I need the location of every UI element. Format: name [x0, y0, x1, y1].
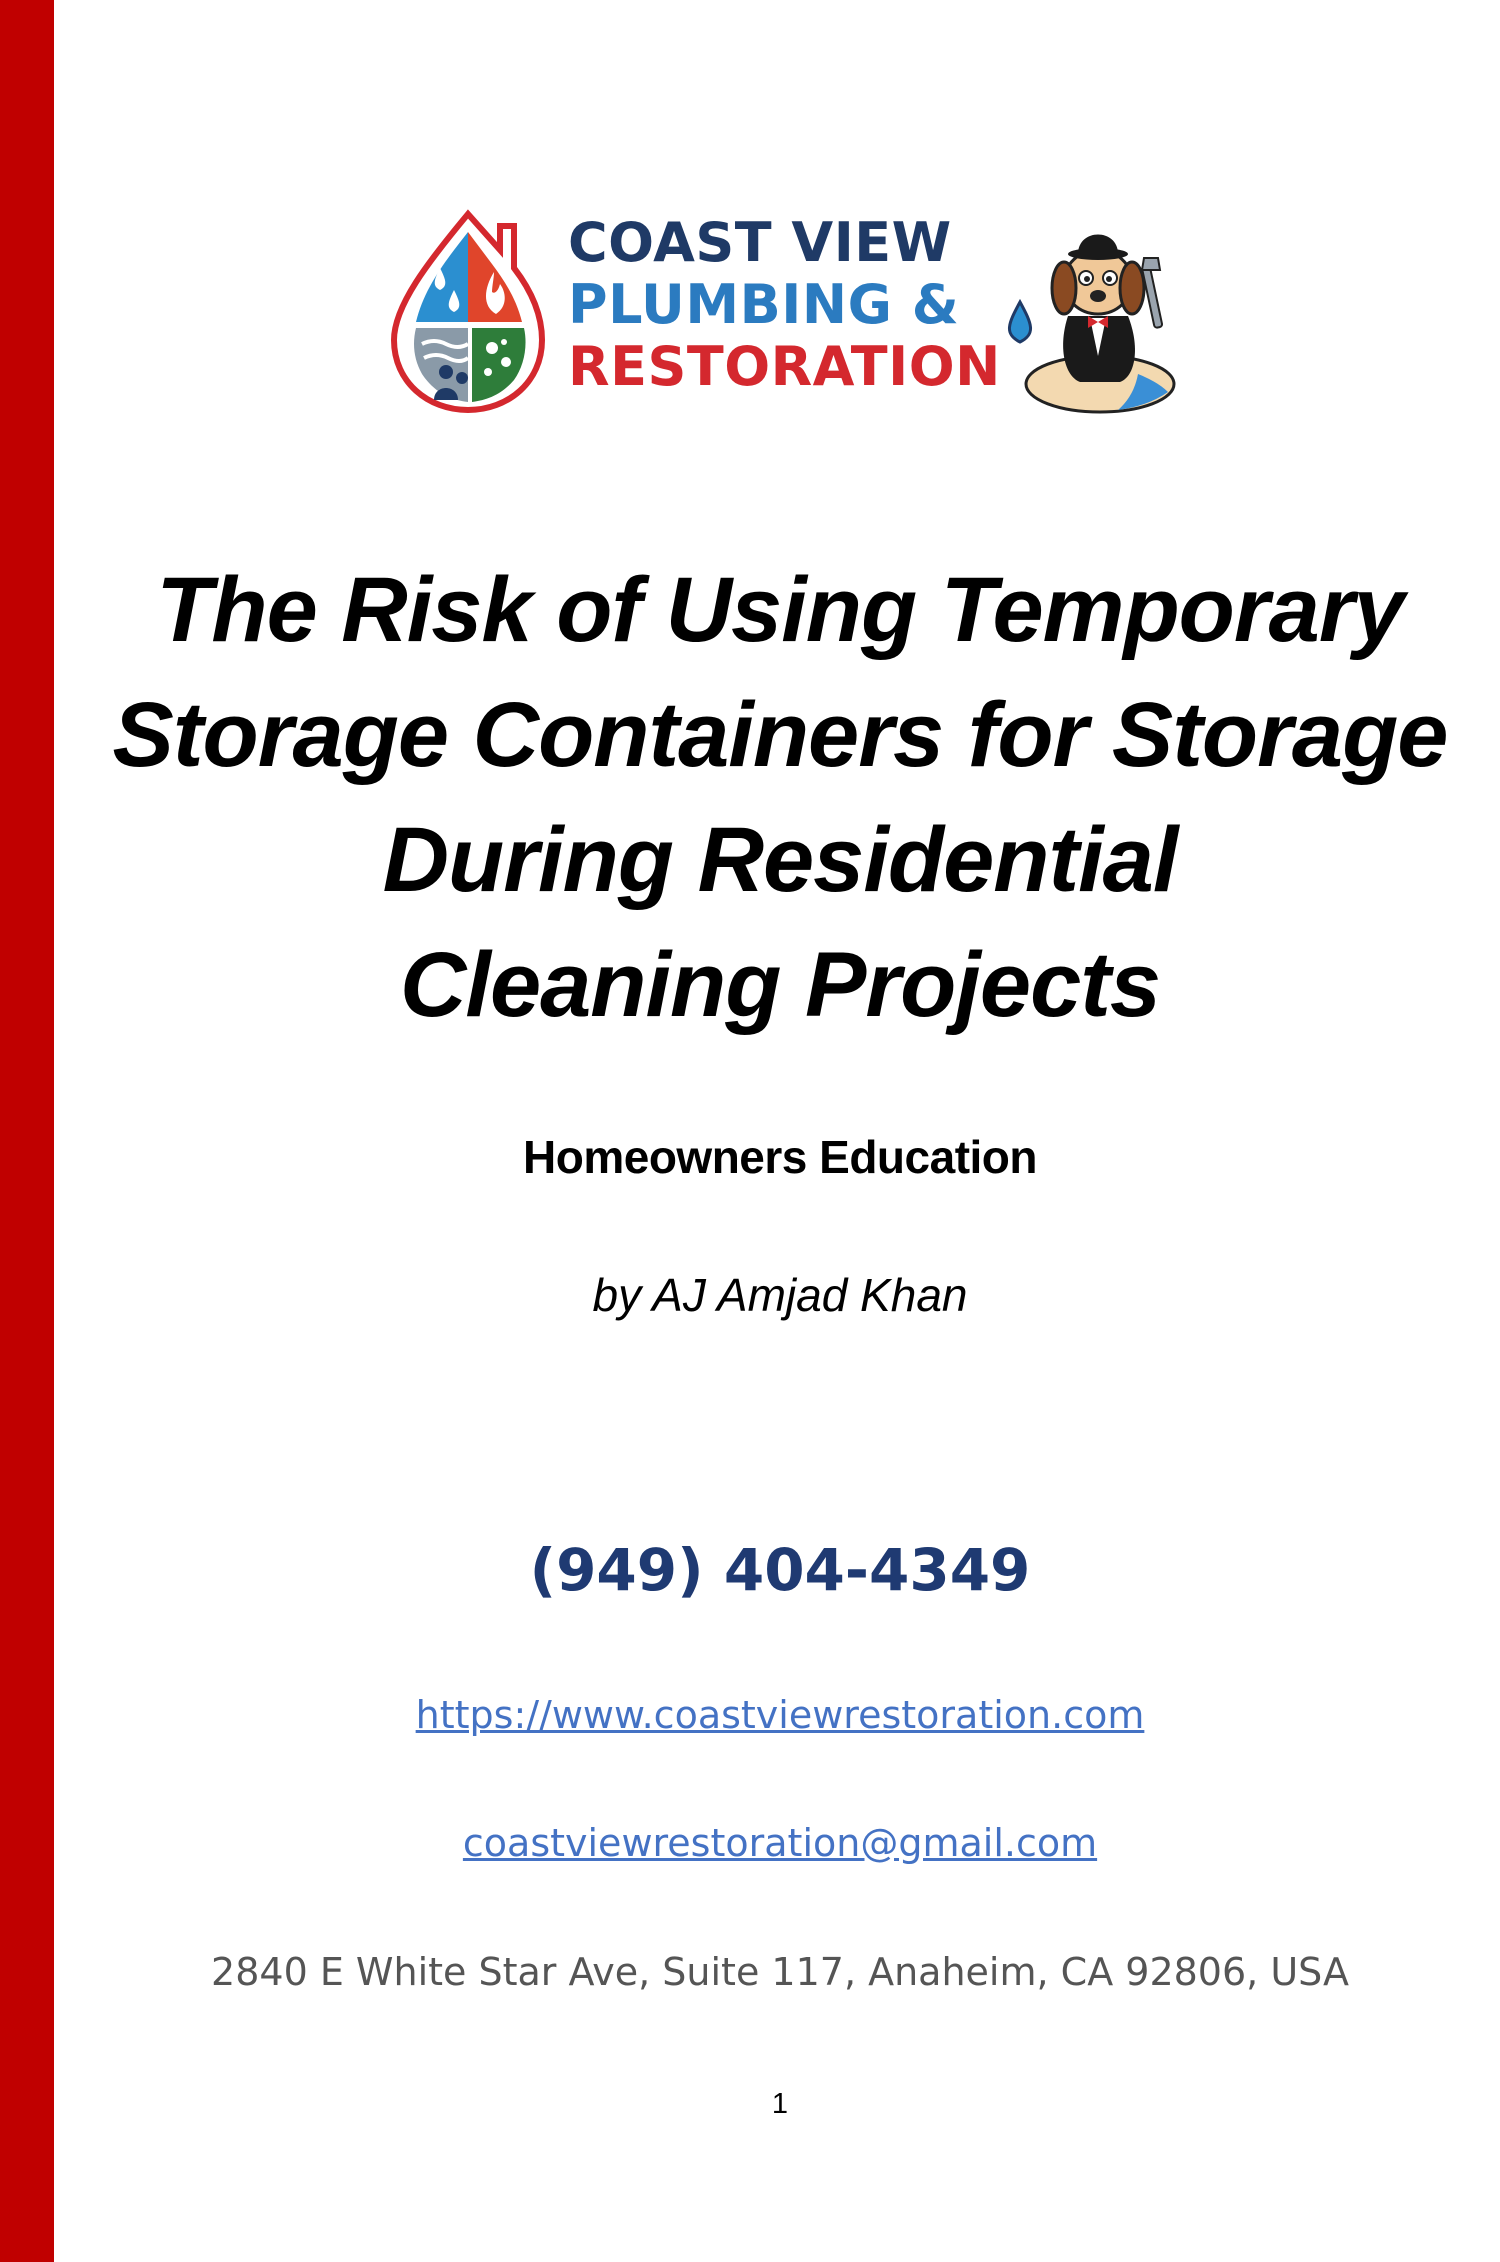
document-title [110, 548, 1450, 1048]
company-wordmark [568, 211, 1008, 398]
website-link[interactable]: https://www.coastviewrestoration.com [415, 1693, 1145, 1737]
title-line: Cleaning Projects [399, 934, 1161, 1036]
wordmark-line-1: COAST VIEW [568, 211, 952, 274]
title-line: The Risk of Using Temporary [156, 559, 1404, 661]
house-drop-emblem-icon [388, 206, 548, 416]
email-link[interactable]: coastviewrestoration@gmail.com [462, 1821, 1098, 1865]
contact-address: 2840 E White Star Ave, Suite 117, Anaheim, CA 92806, USA [211, 1950, 1349, 1994]
wordmark-line-3: RESTORATION [568, 335, 1001, 398]
title-line: Storage Containers for Storage [112, 684, 1448, 786]
company-logo [0, 200, 1500, 430]
title-line: During Residential [382, 809, 1178, 911]
dog-plumber-mascot-icon [998, 206, 1178, 416]
document-subtitle: Homeowners Education [523, 1131, 1037, 1183]
document-author: by AJ Amjad Khan [592, 1269, 968, 1321]
wordmark-line-2: PLUMBING & [568, 273, 960, 336]
page-number: 1 [771, 2088, 789, 2120]
contact-phone: (949) 404-4349 [529, 1536, 1031, 1604]
